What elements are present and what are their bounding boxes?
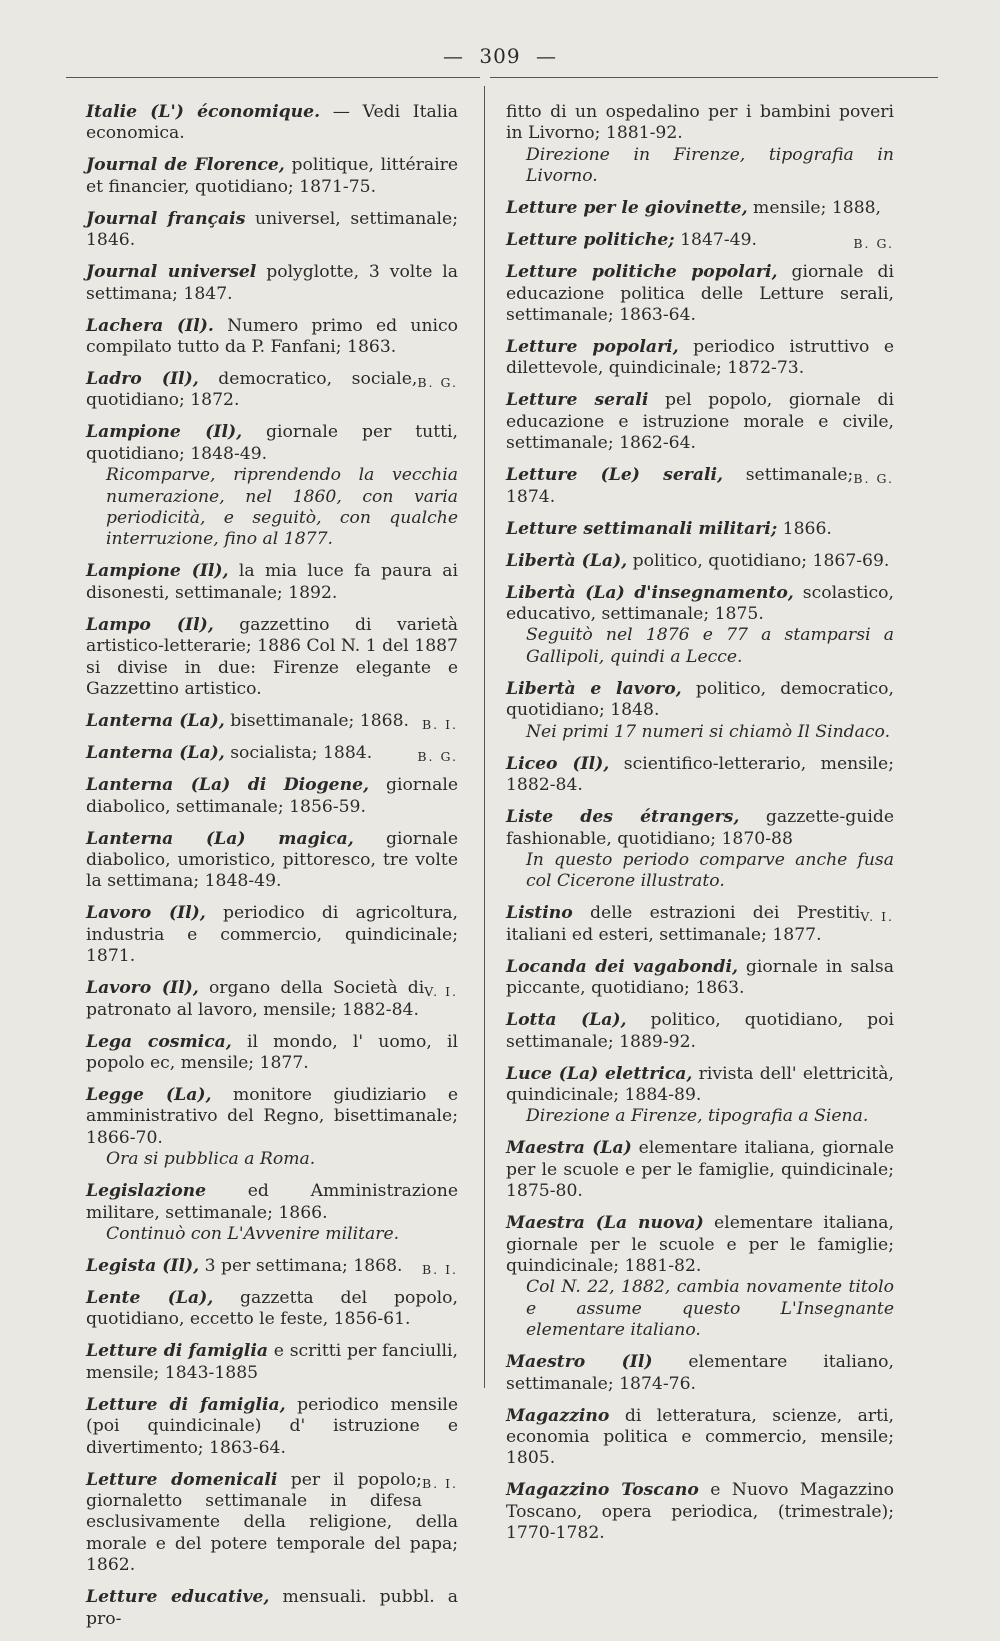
entry-title: Libertà (La) d'insegnamento, <box>506 582 794 603</box>
entry-description: polyglotte, 3 volte la settimana; 1847. <box>86 262 458 304</box>
entry-title: Lampione (Il), <box>86 561 229 582</box>
entry-description: pel popolo, giornale di educazione e istruzione morale e civile, settimanale; 1862-64. <box>506 390 894 454</box>
entry-description: elementare italiana, giornale per le scuole e per le famiglie; quindicinale; 1881-82. <box>506 1213 894 1276</box>
entry-note: Continuò con L'Avvenire militare. <box>106 1223 400 1244</box>
library-mark: B. G. <box>853 236 894 252</box>
entry-title: Letture per le giovinette, <box>506 198 748 219</box>
entry-title: Journal de Florence, <box>86 155 285 176</box>
entry-description: e scritti per fanciulli, mensile; 1843-1885 <box>86 1341 458 1383</box>
library-mark: B. I. <box>421 717 458 733</box>
entry-title: Letture di famiglia, <box>86 1394 286 1415</box>
column-divider <box>484 86 485 1388</box>
catalog-entry <box>506 1406 894 1470</box>
entry-title: Libertà (La), <box>506 550 628 571</box>
catalog-entry <box>506 198 894 219</box>
library-mark: B. I. <box>421 1261 458 1277</box>
entry-title: Liceo (Il), <box>506 753 610 774</box>
entry-description: socialista; 1884. <box>224 743 373 764</box>
entry-description: giornale di educazione politica delle Letture serali, settimanale; 1863-64. <box>506 262 894 326</box>
catalog-entry <box>86 775 458 818</box>
catalog-entry <box>86 316 458 359</box>
catalog-entry <box>86 1085 458 1171</box>
entry-description: periodico di agricoltura, industria e commercio, quindicinale; 1871. <box>86 903 458 967</box>
entry-title: Letture politiche popolari, <box>506 262 778 283</box>
entry-description: ed Amministrazione militare, settimanale; 1866. <box>86 1181 458 1223</box>
catalog-entry <box>86 711 458 732</box>
entry-title: Lanterna (La), <box>86 711 225 732</box>
entry-title: Legge (La), <box>86 1084 212 1105</box>
catalog-entry <box>506 1213 894 1341</box>
catalog-entry <box>506 807 894 893</box>
entry-title: Lanterna (La), <box>86 743 225 764</box>
entry-title: Lega cosmica, <box>86 1031 232 1052</box>
header-rule-right <box>490 77 938 78</box>
entry-title: Letture politiche; <box>506 230 675 251</box>
entry-title: Lampo (Il), <box>86 614 214 635</box>
entry-description: gazzettino di varietà artistico-letterarie; 1886 Col N. 1 del 1887 si divise in due: Firenze elegante e Gazzettino artistico. <box>86 614 458 700</box>
catalog-entry <box>506 957 894 1000</box>
entry-description: rivista dell' elettricità, quindicinale; 1884-89. <box>506 1063 894 1105</box>
entry-description: scientifico-letterario, mensile; 1882-84. <box>506 753 894 796</box>
entry-note: Direzione a Firenze, tipografia a Siena. <box>526 1106 869 1127</box>
entry-description: settimanale; 1874. <box>506 465 854 507</box>
entry-title: Letture popolari, <box>506 337 679 358</box>
catalog-entry <box>86 422 458 550</box>
entry-note: In questo periodo comparve anche fusa col Cicerone illustrato. <box>526 849 894 892</box>
catalog-entry <box>86 1395 458 1459</box>
entry-description: periodico istruttivo e dilettevole, quindicinale; 1872-73. <box>506 337 894 379</box>
catalog-entry <box>506 1352 894 1395</box>
left-column <box>86 102 458 1641</box>
entry-title: Letture domenicali <box>86 1469 278 1490</box>
entry-note: Direzione in Firenze, tipografia in Livorno. <box>526 144 894 187</box>
entry-note: Ricomparve, riprendendo la vecchia numerazione, nel 1860, con varia periodicità, e seguitò, con qualche interruzione, fino al 1877. <box>106 465 458 550</box>
library-mark: V. I. <box>424 984 458 1000</box>
catalog-entry <box>86 1032 458 1075</box>
catalog-entry <box>506 465 894 508</box>
entry-description: delle estrazioni dei Prestiti italiani ed esteri, settimanale; 1877. <box>506 903 861 945</box>
catalog-entry <box>86 209 458 252</box>
catalog-entry <box>86 1181 458 1245</box>
catalog-entry <box>86 1470 458 1577</box>
entry-title: Luce (La) elettrica, <box>506 1063 693 1084</box>
library-mark: V. I. <box>860 909 894 925</box>
entry-description: giornale diabolico, settimanale; 1856-59. <box>86 775 458 817</box>
library-mark: B. I. <box>421 1475 458 1491</box>
catalog-entry <box>86 1587 458 1630</box>
entry-description: Numero primo ed unico compilato tutto da P. Fanfani; 1863. <box>86 315 458 358</box>
entry-description: — Vedi Italia economica. <box>86 102 458 144</box>
entry-description: giornale per tutti, quotidiano; 1848-49. <box>86 422 458 464</box>
entry-title: Lente (La), <box>86 1287 214 1308</box>
catalog-entry <box>506 102 894 188</box>
catalog-entry <box>506 903 894 946</box>
entry-title: Maestro (Il) <box>506 1352 653 1373</box>
entry-title: Maestra (La) <box>506 1138 632 1159</box>
catalog-entry <box>86 1288 458 1331</box>
entry-title: Listino <box>506 903 573 924</box>
entry-description: giornale in salsa piccante, quotidiano; 1863. <box>506 956 894 999</box>
entry-title: Lavoro (Il), <box>86 903 206 924</box>
entry-title: Journal universel <box>86 262 257 283</box>
catalog-entry <box>86 561 458 604</box>
entry-description: il mondo, l' uomo, il popolo ec, mensile; 1877. <box>86 1031 458 1073</box>
catalog-entry <box>506 1138 894 1202</box>
right-column <box>506 102 894 1555</box>
entry-title: Letture (Le) serali, <box>506 465 723 486</box>
entry-title: Italie (L') économique. <box>86 102 321 122</box>
entry-description: elementare italiana, giornale per le scuole e per le famiglie, quindicinale; 1875-80. <box>506 1138 895 1202</box>
catalog-entry <box>86 829 458 893</box>
entry-description: mensuali. pubbl. a pro- <box>86 1587 459 1629</box>
entry-description: mensile; 1888, <box>747 198 882 219</box>
entry-description: 3 per settimana; 1868. <box>199 1255 403 1276</box>
catalog-entry <box>506 390 894 454</box>
catalog-entry <box>506 519 894 540</box>
entry-description: politique, littéraire et financier, quotidiano; 1871-75. <box>86 155 458 197</box>
entry-title: Lachera (Il). <box>86 315 214 336</box>
entry-note: Nei primi 17 numeri si chiamò Il Sindaco. <box>526 721 891 742</box>
library-mark: B. G. <box>417 749 458 765</box>
entry-description: 1847-49. <box>674 230 757 251</box>
entry-note: Seguitò nel 1876 e 77 a stamparsi a Gallipoli, quindi a Lecce. <box>526 625 894 667</box>
catalog-entry <box>86 262 458 305</box>
entry-description: 1866. <box>777 518 832 539</box>
entry-title: Libertà e lavoro, <box>506 678 682 699</box>
entry-description: gazzetta del popolo, quotidiano, eccetto le feste, 1856-61. <box>86 1287 458 1330</box>
catalog-entry <box>506 551 894 572</box>
header-rule-left <box>66 77 480 78</box>
catalog-entry <box>86 102 458 145</box>
catalog-entry <box>86 1256 458 1277</box>
entry-description: elementare italiano, settimanale; 1874-76. <box>506 1352 894 1394</box>
entry-title: Legista (Il), <box>86 1255 200 1276</box>
catalog-entry <box>86 615 458 701</box>
entry-description: e Nuovo Magazzino Toscano, opera periodica, (trimestrale); 1770-1782. <box>506 1480 894 1544</box>
catalog-entry <box>506 679 894 743</box>
entry-note: Ora si pubblica a Roma. <box>106 1149 316 1170</box>
entry-note: Col N. 22, 1882, cambia novamente titolo e assume questo L'Insegnante elementare italiano. <box>526 1277 894 1341</box>
catalog-entry <box>86 369 458 412</box>
catalog-entry <box>506 1064 894 1128</box>
entry-description: gazzette-guide fashionable, quotidiano; 1870-88 <box>506 807 894 849</box>
entry-description: periodico mensile (poi quindicinale) d' istruzione e divertimento; 1863-64. <box>86 1394 458 1458</box>
entry-title: Lanterna (La) di Diogene, <box>86 775 369 796</box>
entry-title: Letture educative, <box>86 1587 270 1608</box>
entry-title: Magazzino <box>506 1405 610 1426</box>
catalog-entry <box>506 1480 894 1544</box>
entry-title: Locanda dei vagabondi, <box>506 956 738 977</box>
entry-title: Journal français <box>86 208 246 229</box>
entry-description: organo della Società di patronato al lavoro, mensile; 1882-84. <box>86 978 425 1020</box>
catalog-entry <box>506 583 894 669</box>
entry-title: Lanterna (La) magica, <box>86 828 354 849</box>
entry-title: Magazzino Toscano <box>506 1480 699 1501</box>
catalog-entry <box>506 1010 894 1053</box>
entry-title: Letture di famiglia <box>86 1341 268 1362</box>
page-number-value: 309 <box>479 44 521 68</box>
entry-title: Liste des étrangers, <box>506 807 740 828</box>
entry-description: bisettimanale; 1868. <box>224 711 409 732</box>
page-number: — 309 — <box>443 44 557 68</box>
catalog-entry <box>86 1341 458 1384</box>
catalog-entry <box>86 743 458 764</box>
catalog-entry <box>506 754 894 797</box>
catalog-entry <box>86 978 458 1021</box>
catalog-entry <box>506 262 894 326</box>
entry-description: di letteratura, scienze, arti, economia politica e commercio, mensile; 1805. <box>506 1405 894 1469</box>
catalog-entry <box>86 903 458 967</box>
entry-description: politico, democratico, quotidiano; 1848. <box>506 678 894 721</box>
entry-description: monitore giudiziario e amministrativo del Regno, bisettimanale; 1866-70. <box>86 1084 458 1148</box>
entry-description: universel, settimanale; 1846. <box>86 208 458 251</box>
entry-title: Lotta (La), <box>506 1010 627 1031</box>
library-mark: B. G. <box>853 471 894 487</box>
entry-description: scolastico, educativo, settimanale; 1875. <box>506 582 894 625</box>
entry-title: Maestra (La nuova) <box>506 1213 704 1234</box>
entry-title: Lavoro (Il), <box>86 978 199 999</box>
entry-description: politico, quotidiano, poi settimanale; 1889-92. <box>506 1010 894 1052</box>
entry-title: Letture settimanali militari; <box>506 518 778 539</box>
entry-description: fitto di un ospedalino per i bambini poveri in Livorno; 1881-92. <box>506 102 894 144</box>
entry-title: Ladro (Il), <box>86 369 199 390</box>
entry-title: Legislazione <box>86 1181 207 1202</box>
entry-title: Letture serali <box>506 390 649 411</box>
entry-description: politico, quotidiano; 1867-69. <box>627 550 890 571</box>
entry-description: per il popolo; giornaletto settimanale in difesa esclusivamente della religione, della morale e del potere temporale del papa; 1862. <box>86 1469 458 1576</box>
catalog-entry <box>86 155 458 198</box>
catalog-entry <box>506 230 894 251</box>
catalog-entry <box>506 337 894 380</box>
entry-title: Lampione (Il), <box>86 422 243 443</box>
entry-description: democratico, sociale, quotidiano; 1872. <box>86 369 418 411</box>
entry-description: la mia luce fa paura ai disonesti, settimanale; 1892. <box>86 561 458 603</box>
library-mark: B. G. <box>417 375 458 391</box>
entry-description: giornale diabolico, umoristico, pittoresco, tre volte la settimana; 1848-49. <box>86 828 458 892</box>
